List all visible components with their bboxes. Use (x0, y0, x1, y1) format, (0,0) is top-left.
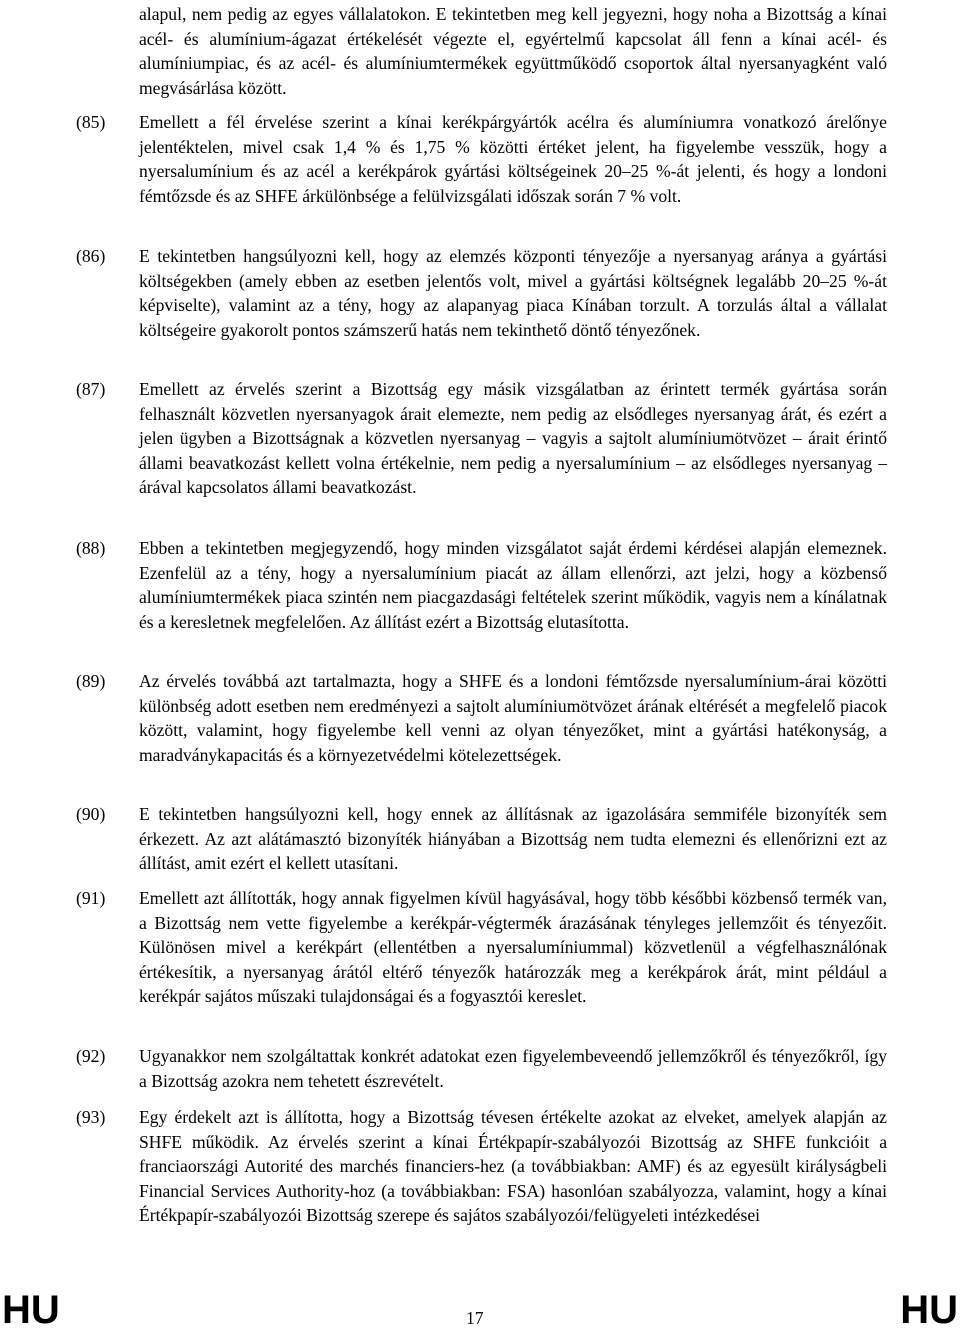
paragraph-number: (86) (76, 246, 106, 266)
paragraph-number: (87) (76, 379, 106, 399)
paragraph-number: (88) (76, 538, 106, 558)
footer-language-code-right: HU (900, 1288, 958, 1332)
paragraph-number: (89) (76, 671, 106, 691)
page-number: 17 (466, 1308, 484, 1328)
paragraph-text: Emellett az érvelés szerint a Bizottság egy másik vizsgálatban az érintett termék gyártása során felhasznált közvetlen nyersanyagok árait elemezte, nem pedig az elsődleges nyersanyag árát, és ezért a jelen ügyben a Bizottságnak a közvetlen nyersanyag – vagyis a sajtolt alumíniumötvözet – árait érintő állami beavatkozást kellett volna értékelnie, nem pedig a nyersalumínium – az elsődleges nyersanyag – árával kapcsolatos állami beavatkozást. (139, 379, 887, 498)
continuation-paragraph: alapul, nem pedig az egyes vállalatokon. E tekintetben meg kell jegyezni, hogy noha a Bizottság a kínai acél- és alumínium-ágazat értékelését végezte el, egyértelmű kapcsolat áll fenn a kínai acél- és alumíniumpiac, és az acél- és alumíniumtermékek együttműködő csoportok által nyersanyagként való megvásárlása között. (139, 4, 887, 98)
paragraph-text: Az érvelés továbbá azt tartalmazta, hogy a SHFE és a londoni fémtőzsde nyersalumínium-árai közötti különbség adott esetben nem eredményezi a sajtolt alumíniumötvözet árának eltérését a megfelelő piacok között, valamint, hogy figyelembe kell venni az olyan tényezőket, mint a gyártási hatékonyság, a maradványkapacitás és a környezetvédelmi kötelezettségek. (139, 671, 887, 765)
paragraph-number: (92) (76, 1046, 106, 1066)
paragraph-number: (93) (76, 1107, 106, 1127)
paragraph-text: Ugyanakkor nem szolgáltattak konkrét adatokat ezen figyelembeveendő jellemzőkről és tényezőkről, így a Bizottság azokra nem tehetett észrevételt. (139, 1046, 887, 1091)
paragraph-number: (91) (76, 888, 106, 908)
paragraph-text: E tekintetben hangsúlyozni kell, hogy ennek az állításnak az igazolására semmiféle bizonyíték sem érkezett. Az azt alátámasztó bizonyíték hiányában a Bizottság nem tudta elemezni és ellenőrizni ezt az állítást, amit ezért el kellett utasítani. (139, 804, 887, 874)
paragraph-number: (90) (76, 804, 106, 824)
paragraph-text: Ebben a tekintetben megjegyzendő, hogy minden vizsgálatot saját érdemi kérdései alapján elemeznek. Ezenfelül az a tény, hogy a nyersalumínium piacát az állam ellenőrzi, azt jelzi, hogy a közbenső alumíniumtermékek piaca szintén nem piacgazdasági feltételek szerint működik, vagyis nem a kínálatnak és a keresletnek megfelelően. Az állítást ezért a Bizottság elutasította. (139, 538, 887, 632)
paragraph-text: E tekintetben hangsúlyozni kell, hogy az elemzés központi tényezője a nyersanyag aránya a gyártási költségekben (amely ebben az esetben jelentős volt, mivel a gyártási költségnek legalább 20–25 %-át képviselte), valamint az a tény, hogy az alapanyag piaca Kínában torzult. A torzulás által a vállalat költségeire gyakorolt pontos számszerű hatás nem tekinthető döntő tényezőnek. (139, 246, 887, 340)
paragraph-text: Emellett a fél érvelése szerint a kínai kerékpárgyártók acélra és alumíniumra vonatkozó árelőnye jelentéktelen, mivel csak 1,4 % és 1,75 % közötti értéket jelent, ha figyelembe vesszük, hogy a nyersalumínium és az acél a kerékpárok gyártási költségeinek 20–25 %-át jelenti, és hogy a londoni fémtőzsde és az SHFE árkülönbsége a felülvizsgálati időszak során 7 % volt. (139, 112, 887, 206)
paragraph-text: Egy érdekelt azt is állította, hogy a Bizottság tévesen értékelte azokat az elveket, amelyek alapján az SHFE működik. Az érvelés szerint a kínai Értékpapír-szabályozói Bizottság az SHFE funkcióit a franciaországi Autorité des marchés financiers-hez (a továbbiakban: AMF) és az egyesült királyságbeli Financial Services Authority-hoz (a továbbiakban: FSA) hasonlóan szabályozza, valamint, hogy a kínai Értékpapír-szabályozói Bizottság szerepe és sajátos szabályozói/felügyeleti intézkedései (139, 1107, 887, 1226)
paragraph-number: (85) (76, 112, 106, 132)
footer-language-code-left: HU (2, 1288, 60, 1332)
paragraph-text: Emellett azt állították, hogy annak figyelmen kívül hagyásával, hogy több későbbi közbenső termék van, a Bizottság nem vette figyelembe a kerékpár-végtermék árazásának tényleges jellemzőit és tényezőit. Különösen mivel a kerékpárt (ellentétben a nyersalumíniummal) közvetlenül a végfelhasználónak értékesítik, a nyersanyag árától eltérő tényezők határozzák meg a kerékpárok árát, mint például a kerékpár sajátos műszaki tulajdonságai és a fogyasztói kereslet. (139, 888, 887, 1007)
